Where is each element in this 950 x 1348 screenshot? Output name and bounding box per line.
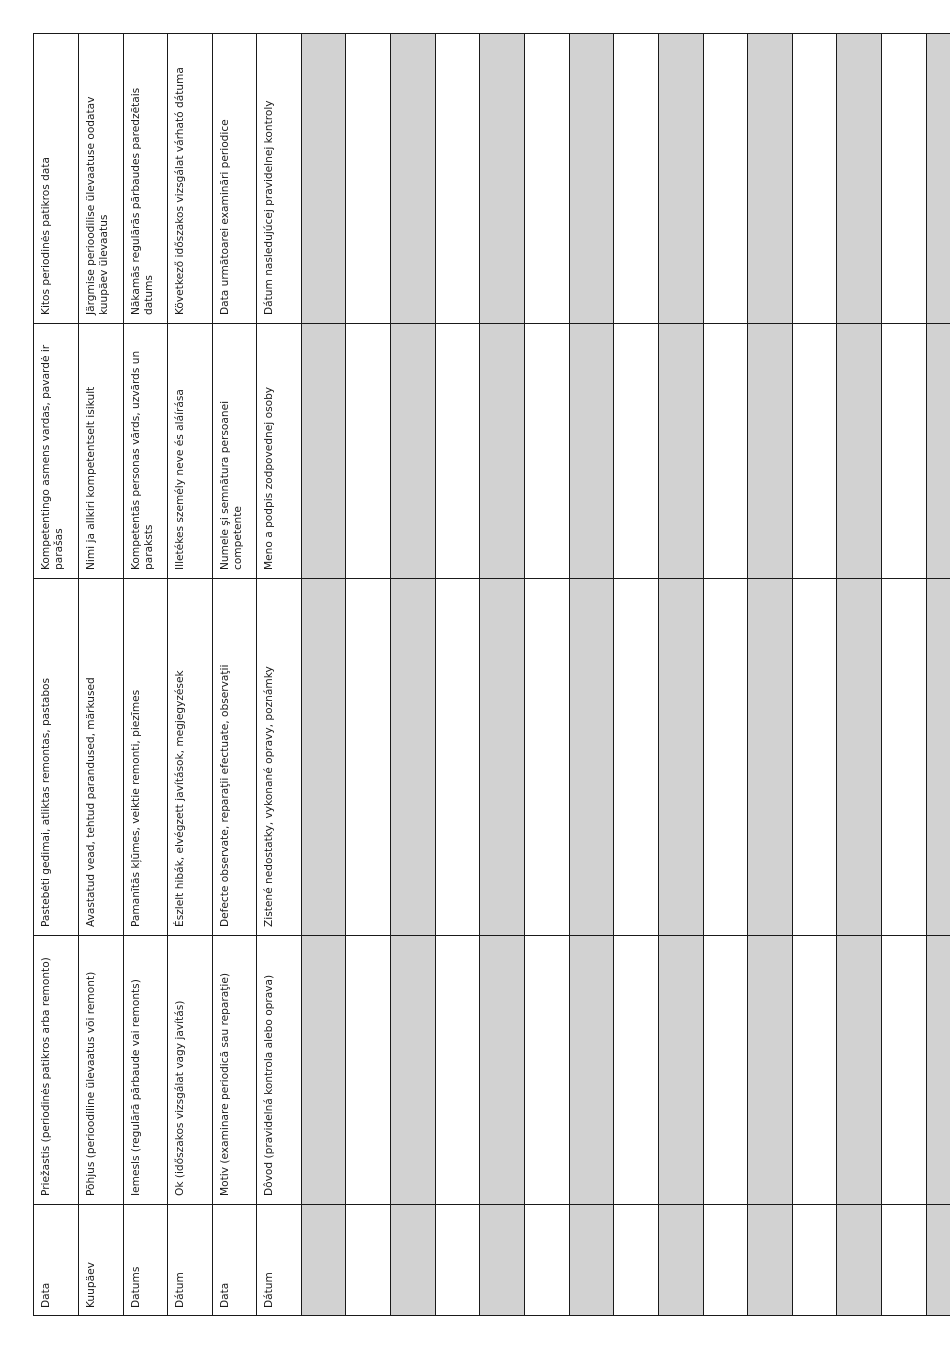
entry-column[interactable] <box>390 33 435 1316</box>
next-label: Következő időszakos vizsgálat várható dátuma <box>174 67 186 315</box>
entry-column[interactable] <box>792 33 836 1316</box>
reason-label: Iemesls (regulārā pārbaude vai remonts) <box>130 979 142 1196</box>
section-divider <box>33 935 950 936</box>
date-label: Data <box>219 1282 231 1308</box>
entry-column[interactable] <box>613 33 658 1316</box>
reason-label: Dôvod (pravidelná kontrola alebo oprava) <box>263 974 275 1196</box>
next-label: Data următoarei examinări periodice <box>219 119 231 315</box>
entry-column[interactable] <box>569 33 613 1316</box>
section-divider <box>33 323 950 324</box>
entry-column[interactable] <box>881 33 926 1316</box>
entry-column[interactable] <box>658 33 703 1316</box>
reason-label: Priežastis (periodinės patikros arba remonto) <box>40 957 52 1196</box>
defects-label: Avastatud vead, tehtud parandused, märkused <box>85 677 97 927</box>
reason-label: Motiv (examinare periodică sau reparaţie) <box>219 973 231 1196</box>
date-label: Data <box>40 1282 52 1308</box>
section-divider <box>33 1204 950 1205</box>
date-label: Dátum <box>174 1272 186 1308</box>
reason-label: Ok (időszakos vizsgálat vagy javítás) <box>174 1000 186 1196</box>
person-label: Nimi ja allkiri kompetentselt isikult <box>85 386 97 570</box>
defects-label: Pamanītās kļūmes, veiktie remonti, piezīmes <box>130 689 142 927</box>
entry-column[interactable] <box>836 33 881 1316</box>
next-label: Dátum nasledujúcej pravidelnej kontroly <box>263 100 275 315</box>
entry-column[interactable] <box>524 33 569 1316</box>
next-label: Järgmise perioodilise ülevaatuse oodatav kuupäev ülevaatus <box>85 96 110 315</box>
section-divider <box>33 578 950 579</box>
person-label: Kompetentās personas vārds, uzvārds un paraksts <box>130 350 155 570</box>
entry-column[interactable] <box>479 33 524 1316</box>
person-label: Illetékes személy neve és aláírása <box>174 389 186 570</box>
defects-label: Zistené nedostatky, vykonané opravy, poznámky <box>263 666 275 927</box>
entry-column[interactable] <box>435 33 479 1316</box>
defects-label: Pastebėti gedimai, atliktas remontas, pastabos <box>40 677 52 927</box>
entry-column[interactable] <box>747 33 792 1316</box>
next-label: Nākamās regulārās pārbaudes paredzētais datums <box>130 87 155 315</box>
inspection-log-table <box>33 33 950 1316</box>
person-label: Kompetentingo asmens vardas, pavardė ir parašas <box>40 344 65 570</box>
entry-column[interactable] <box>301 33 345 1316</box>
date-label: Dátum <box>263 1272 275 1308</box>
next-label: Kitos periodinės patikros data <box>40 156 52 315</box>
defects-label: Észlelt hibák, elvégzett javítások, megjegyzések <box>174 670 186 927</box>
entry-column[interactable] <box>926 33 950 1316</box>
defects-label: Defecte observate, reparaţii efectuate, observaţii <box>219 664 231 927</box>
person-label: Numele şi semnătura persoanei competente <box>219 400 244 570</box>
date-label: Datums <box>130 1266 142 1308</box>
person-label: Meno a podpis zodpovednej osoby <box>263 386 275 570</box>
date-label: Kuupäev <box>85 1262 97 1308</box>
entry-column[interactable] <box>703 33 747 1316</box>
entry-column[interactable] <box>345 33 390 1316</box>
reason-label: Põhjus (perioodiline ülevaatus või remont) <box>85 971 97 1196</box>
